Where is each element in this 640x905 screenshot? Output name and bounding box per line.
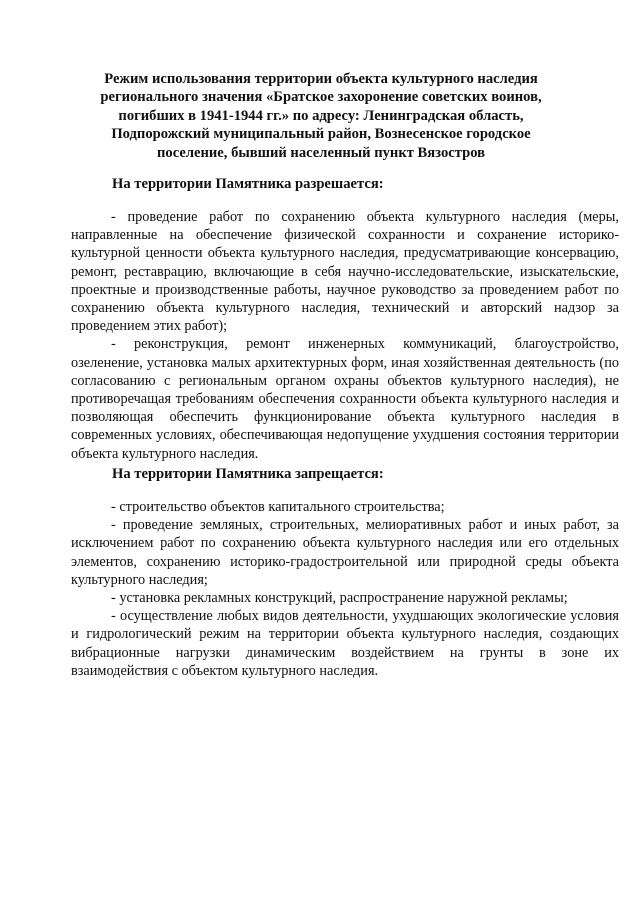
prohibited-item: - установка рекламных конструкций, распространение наружной рекламы; [111,590,568,607]
prohibited-item: - строительство объектов капитального строительства; [111,499,445,515]
allowed-item: - проведение работ по сохранению объекта культурного наследия (меры, направленные на обеспечение физической сохранности и сохранение историко-культурной ценности объекта культурного наследия, предусматривающие консервацию, ремонт, реставрацию, включающие в себя научно-исследовательские, изыскательские, проектные и производственные работы, научное руководство за проведением работ по сохранению объекта культурного наследия, технический и авторский надзор за проведением этих работ); [71,209,619,335]
allowed-list [71,208,619,463]
prohibited-list [71,498,619,680]
allowed-item: - реконструкция, ремонт инженерных коммуникаций, благоустройство, озеленение, установка малых архитектурных форм, иная хозяйственная деятельность (по согласованию с региональным органом охраны объектов культурного наследия), не противоречащая требованиям обеспечения сохранности объекта культурного наследия и позволяющая обеспечить функционирование объекта культурного наследия в современных условиях, обеспечивающая недопущение ухудшения состояния территории объекта культурного наследия. [71,336,619,462]
prohibited-heading: На территории Памятника запрещается: [112,466,384,482]
prohibited-item: - проведение земляных, строительных, мелиоративных работ и иных работ, за исключением работ по сохранению объекта культурного наследия или его отдельных элементов, сохранению историко-градостроительной или природной среды объекта культурного наследия; [71,517,619,588]
prohibited-item: - осуществление любых видов деятельности, ухудшающих экологические условия и гидрологический режим на территории объекта культурного наследия, создающих вибрационные нагрузки динамическим воздействием на грунты в зоне их взаимодействия с объектом культурного наследия. [71,608,619,679]
document-title: Режим использования территории объекта культурного наследия регионального значения «Братское захоронение советских воинов, погибших в 1941-1944 гг.» по адресу: Ленинградская область, Подпорожский муниципальный район, Вознесенское городское поселение, бывший населенный пункт Вязостров [100,71,542,161]
allowed-heading: На территории Памятника разрешается: [112,176,384,192]
